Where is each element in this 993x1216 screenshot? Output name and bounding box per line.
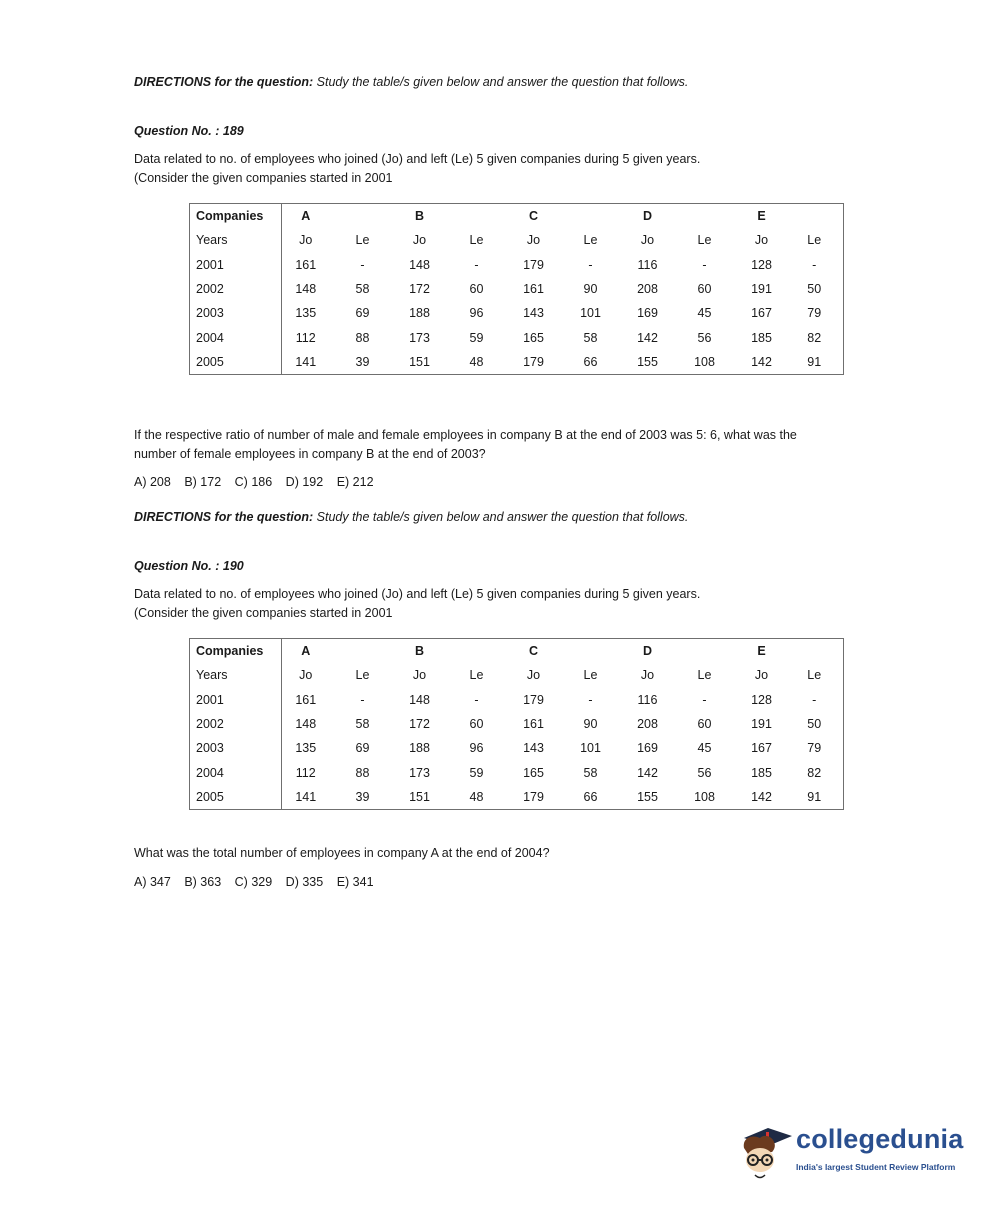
- value-cell: 60: [697, 717, 712, 732]
- column-subheader: Jo: [526, 233, 541, 248]
- column-subheader: Le: [355, 233, 370, 248]
- value-cell: 116: [637, 257, 658, 272]
- option-c: C) 329: [234, 875, 273, 889]
- value-cell: 179: [523, 789, 544, 804]
- year-cell: 2004: [190, 760, 282, 784]
- column-subheader: Jo: [526, 668, 541, 683]
- value-cell: 172: [409, 282, 430, 297]
- data-table-189: [189, 203, 844, 375]
- value-cell: 48: [469, 354, 484, 369]
- value-cell: 143: [523, 741, 544, 756]
- directions-190: [134, 510, 688, 524]
- value-cell: 59: [469, 765, 484, 780]
- question-line-1: If the respective ratio of number of male and female employees in company B at the end of 2003 was 5: 6, what was the: [134, 428, 797, 442]
- year-cell: 2001: [190, 688, 282, 712]
- column-subheader: Le: [807, 668, 822, 683]
- value-cell: 50: [807, 282, 822, 297]
- header-spacer: [444, 204, 510, 229]
- value-cell: 191: [751, 282, 772, 297]
- table-row: [190, 277, 844, 301]
- value-cell: 66: [583, 354, 598, 369]
- year-cell: 2001: [190, 253, 282, 277]
- value-cell: 148: [295, 717, 317, 732]
- value-cell: 45: [697, 306, 712, 321]
- value-cell: -: [588, 692, 593, 707]
- value-cell: 161: [523, 282, 544, 297]
- value-cell: 45: [697, 741, 712, 756]
- value-cell: 161: [295, 692, 317, 707]
- value-cell: 179: [523, 257, 544, 272]
- option-e: E) 212: [336, 475, 374, 489]
- column-subheader: Le: [355, 668, 370, 683]
- value-cell: 96: [469, 306, 484, 321]
- value-cell: 60: [469, 282, 484, 297]
- value-cell: 173: [409, 330, 430, 345]
- value-cell: 179: [523, 354, 544, 369]
- mascot-icon: [738, 1120, 794, 1186]
- value-cell: -: [474, 257, 479, 272]
- header-spacer: [786, 639, 844, 664]
- value-cell: 39: [355, 789, 370, 804]
- directions-label: DIRECTIONS for the question:: [134, 510, 314, 524]
- table-row: [190, 301, 844, 325]
- year-cell: 2004: [190, 325, 282, 349]
- column-subheader: Le: [697, 668, 712, 683]
- value-cell: 82: [807, 330, 822, 345]
- intro-line-1: Data related to no. of employees who joined (Jo) and left (Le) 5 given companies during 5 given years.: [134, 587, 701, 601]
- value-cell: 112: [295, 330, 316, 345]
- value-cell: 155: [637, 354, 658, 369]
- company-name: D: [642, 209, 653, 224]
- value-cell: 185: [751, 330, 772, 345]
- value-cell: 69: [355, 741, 370, 756]
- value-cell: 135: [295, 306, 317, 321]
- intro-line-2: (Consider the given companies started in 2001: [134, 606, 393, 620]
- option-d: D) 192: [285, 475, 324, 489]
- value-cell: 79: [807, 306, 822, 321]
- value-cell: 60: [469, 717, 484, 732]
- table-row: [190, 688, 844, 712]
- value-cell: 142: [751, 789, 772, 804]
- companies-label: Companies: [190, 639, 282, 664]
- header-spacer: [330, 639, 396, 664]
- question-line-1: What was the total number of employees in company A at the end of 2004?: [134, 846, 550, 860]
- header-spacer: [558, 204, 624, 229]
- intro-190: [134, 585, 700, 623]
- value-cell: 148: [409, 692, 430, 707]
- value-cell: -: [702, 257, 707, 272]
- value-cell: 91: [807, 354, 822, 369]
- value-cell: 112: [295, 765, 316, 780]
- value-cell: 79: [807, 741, 822, 756]
- value-cell: 167: [751, 741, 772, 756]
- company-name: E: [757, 644, 766, 659]
- value-cell: 208: [637, 717, 658, 732]
- value-cell: 141: [295, 354, 317, 369]
- intro-line-2: (Consider the given companies started in 2001: [134, 171, 393, 185]
- value-cell: 48: [469, 789, 484, 804]
- column-subheader: Le: [469, 668, 484, 683]
- value-cell: 169: [637, 306, 658, 321]
- years-label: Years: [190, 228, 282, 252]
- value-cell: 208: [637, 282, 658, 297]
- value-cell: 90: [583, 717, 598, 732]
- collegedunia-logo: [738, 1120, 968, 1190]
- directions-text: Study the table/s given below and answer the question that follows.: [313, 75, 689, 89]
- years-label: Years: [190, 663, 282, 687]
- column-subheader: Jo: [412, 233, 427, 248]
- directions-189: [134, 75, 688, 89]
- value-cell: 142: [637, 330, 658, 345]
- option-b: B) 363: [184, 875, 222, 889]
- year-cell: 2002: [190, 277, 282, 301]
- table-row: [190, 712, 844, 736]
- value-cell: 155: [637, 789, 658, 804]
- table-row: [190, 785, 844, 810]
- company-name: C: [528, 209, 539, 224]
- year-cell: 2003: [190, 301, 282, 325]
- value-cell: 58: [583, 330, 598, 345]
- value-cell: -: [360, 692, 365, 707]
- value-cell: 151: [409, 789, 430, 804]
- column-subheader: Le: [583, 668, 598, 683]
- value-cell: -: [812, 692, 817, 707]
- table-row: [190, 253, 844, 277]
- value-cell: 56: [697, 330, 712, 345]
- value-cell: 135: [295, 741, 317, 756]
- value-cell: 142: [637, 765, 658, 780]
- company-name: C: [528, 644, 539, 659]
- directions-label: DIRECTIONS for the question:: [134, 75, 314, 89]
- column-subheader: Jo: [299, 233, 313, 248]
- value-cell: 185: [751, 765, 772, 780]
- column-subheader: Le: [583, 233, 598, 248]
- value-cell: 141: [295, 789, 317, 804]
- column-subheader: Jo: [412, 668, 427, 683]
- value-cell: 101: [580, 741, 601, 756]
- value-cell: 58: [583, 765, 598, 780]
- intro-189: [134, 150, 700, 188]
- option-a: A) 347: [134, 875, 171, 889]
- company-name: A: [301, 644, 311, 659]
- value-cell: 188: [409, 741, 430, 756]
- option-b: B) 172: [184, 475, 222, 489]
- header-spacer: [672, 204, 738, 229]
- value-cell: 90: [583, 282, 598, 297]
- value-cell: 50: [807, 717, 822, 732]
- header-spacer: [558, 639, 624, 664]
- logo-wordmark: collegedunia: [796, 1124, 964, 1154]
- value-cell: 88: [355, 330, 370, 345]
- subheader-row: [190, 663, 844, 687]
- directions-text: Study the table/s given below and answer the question that follows.: [313, 510, 689, 524]
- data-table-190: [189, 638, 844, 810]
- value-cell: 143: [523, 306, 544, 321]
- table-row: [190, 350, 844, 375]
- intro-line-1: Data related to no. of employees who joined (Jo) and left (Le) 5 given companies during 5 given years.: [134, 152, 701, 166]
- value-cell: 188: [409, 306, 430, 321]
- column-subheader: Le: [807, 233, 822, 248]
- value-cell: -: [474, 692, 479, 707]
- option-e: E) 341: [336, 875, 374, 889]
- value-cell: -: [812, 257, 817, 272]
- option-a: A) 208: [134, 475, 171, 489]
- option-c: C) 186: [234, 475, 273, 489]
- value-cell: -: [360, 257, 365, 272]
- value-cell: 59: [469, 330, 484, 345]
- value-cell: 96: [469, 741, 484, 756]
- question-text-190: [134, 844, 550, 863]
- value-cell: 191: [751, 717, 772, 732]
- value-cell: 56: [697, 765, 712, 780]
- value-cell: 58: [355, 717, 370, 732]
- value-cell: 169: [637, 741, 658, 756]
- header-spacer: [330, 204, 396, 229]
- value-cell: 172: [409, 717, 430, 732]
- value-cell: 69: [355, 306, 370, 321]
- value-cell: 161: [295, 257, 317, 272]
- value-cell: 101: [580, 306, 601, 321]
- company-name: D: [642, 644, 653, 659]
- logo-tagline: India's largest Student Review Platform: [796, 1162, 956, 1172]
- table-row: [190, 736, 844, 760]
- company-header-row: [190, 639, 844, 664]
- question-number-190: Question No. : 190: [134, 559, 244, 573]
- question-number-189: Question No. : 189: [134, 124, 244, 138]
- year-cell: 2005: [190, 350, 282, 375]
- question-text-189: [134, 426, 797, 464]
- value-cell: 91: [807, 789, 822, 804]
- value-cell: 108: [694, 354, 715, 369]
- value-cell: 148: [295, 282, 317, 297]
- value-cell: 142: [751, 354, 772, 369]
- value-cell: 173: [409, 765, 430, 780]
- company-header-row: [190, 204, 844, 229]
- value-cell: -: [588, 257, 593, 272]
- column-subheader: Le: [697, 233, 712, 248]
- year-cell: 2003: [190, 736, 282, 760]
- question-line-2: number of female employees in company B at the end of 2003?: [134, 447, 486, 461]
- value-cell: 151: [409, 354, 430, 369]
- value-cell: 108: [694, 789, 715, 804]
- column-subheader: Jo: [754, 233, 769, 248]
- header-spacer: [786, 204, 844, 229]
- column-subheader: Jo: [754, 668, 769, 683]
- value-cell: 39: [355, 354, 370, 369]
- company-name: B: [414, 644, 425, 659]
- options-190: [134, 875, 384, 889]
- value-cell: 148: [409, 257, 430, 272]
- value-cell: 88: [355, 765, 370, 780]
- header-spacer: [672, 639, 738, 664]
- company-name: B: [414, 209, 425, 224]
- table-row: [190, 760, 844, 784]
- value-cell: 60: [697, 282, 712, 297]
- option-d: D) 335: [285, 875, 324, 889]
- table-row: [190, 325, 844, 349]
- column-subheader: Jo: [299, 668, 313, 683]
- value-cell: 82: [807, 765, 822, 780]
- value-cell: 165: [523, 330, 544, 345]
- value-cell: 128: [751, 257, 772, 272]
- value-cell: 58: [355, 282, 370, 297]
- value-cell: 116: [637, 692, 658, 707]
- companies-label: Companies: [190, 204, 282, 229]
- value-cell: 66: [583, 789, 598, 804]
- header-spacer: [444, 639, 510, 664]
- value-cell: 165: [523, 765, 544, 780]
- column-subheader: Jo: [640, 233, 655, 248]
- value-cell: 179: [523, 692, 544, 707]
- column-subheader: Jo: [640, 668, 655, 683]
- value-cell: 128: [751, 692, 772, 707]
- company-name: E: [757, 209, 766, 224]
- company-name: A: [301, 209, 311, 224]
- year-cell: 2005: [190, 785, 282, 810]
- year-cell: 2002: [190, 712, 282, 736]
- options-189: [134, 475, 384, 489]
- value-cell: -: [702, 692, 707, 707]
- value-cell: 167: [751, 306, 772, 321]
- subheader-row: [190, 228, 844, 252]
- value-cell: 161: [523, 717, 544, 732]
- column-subheader: Le: [469, 233, 484, 248]
